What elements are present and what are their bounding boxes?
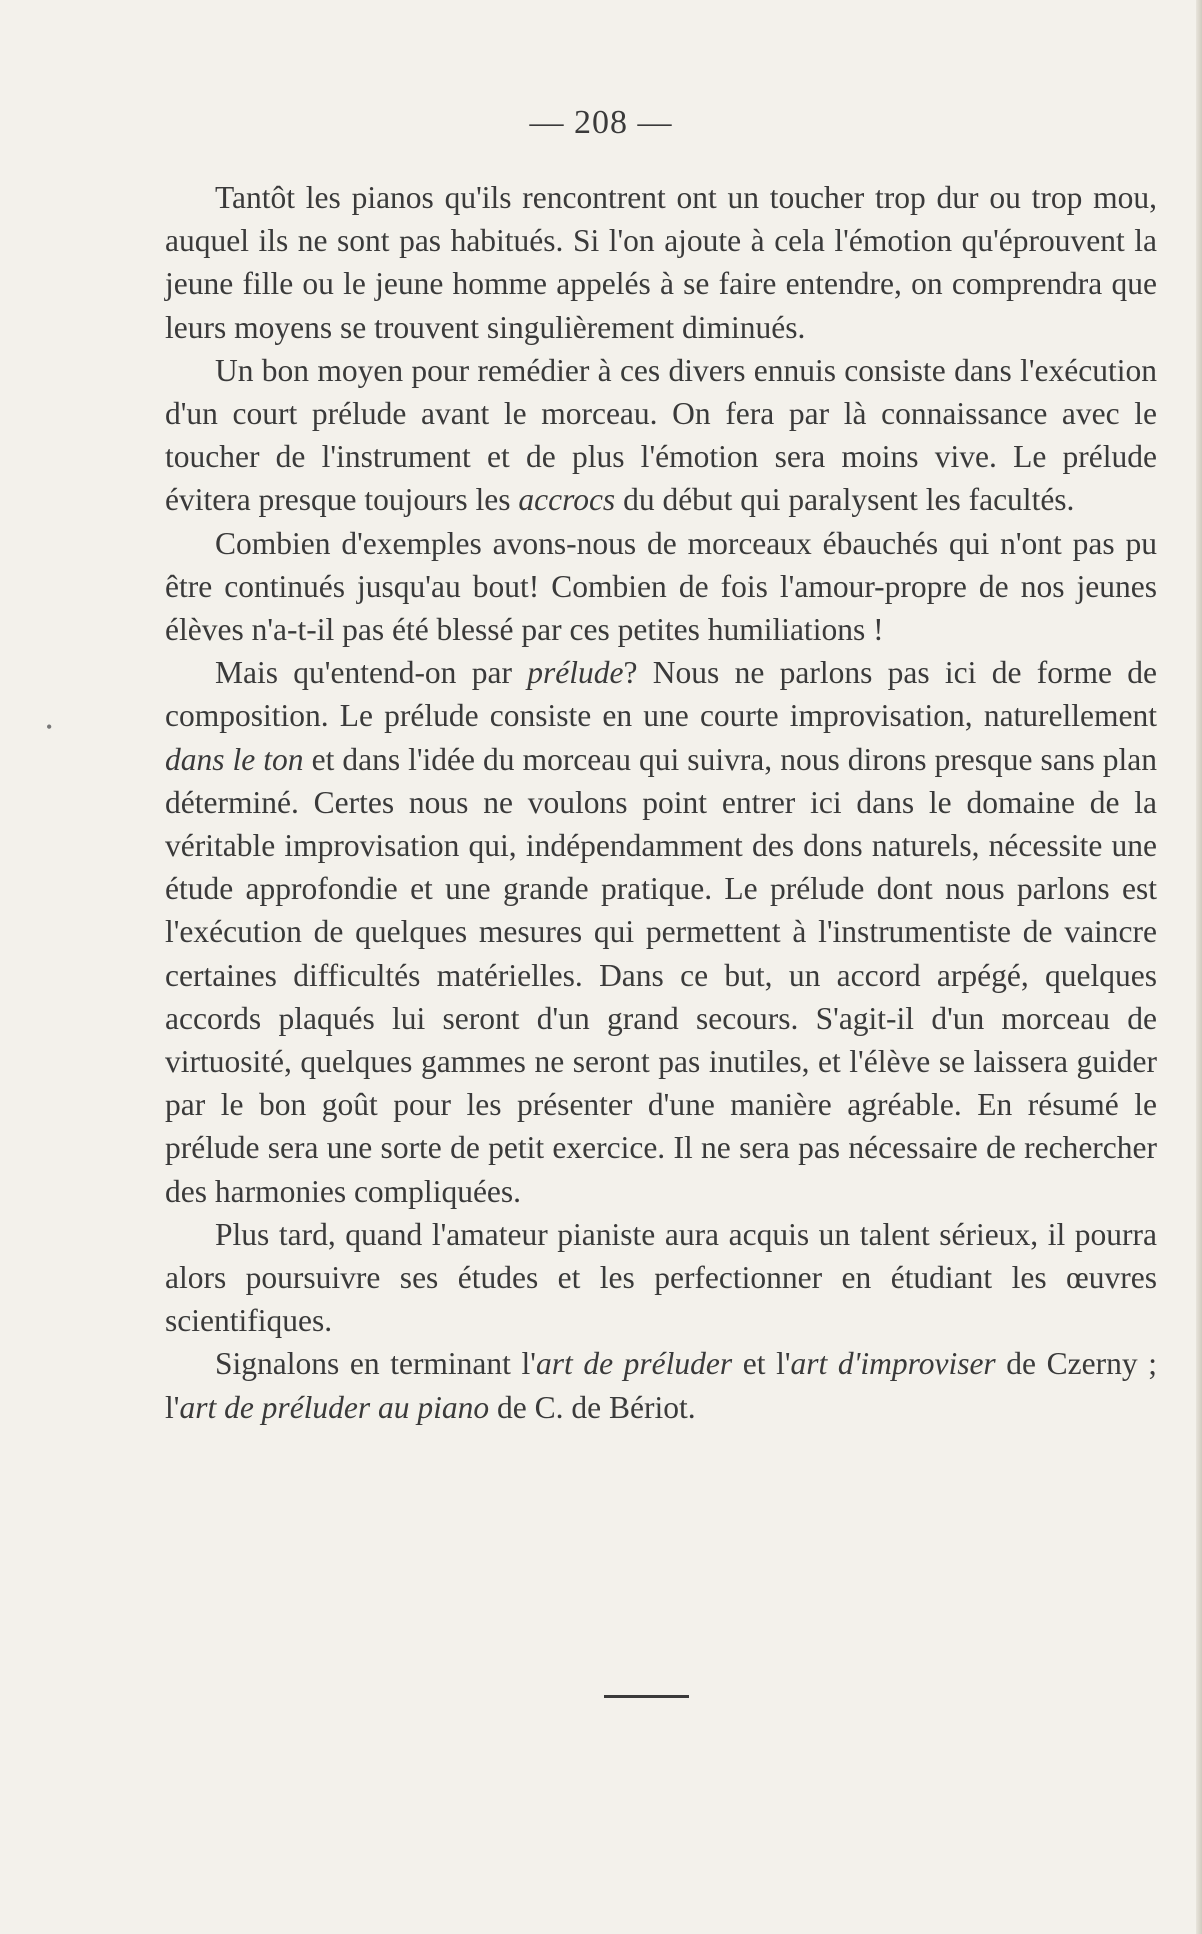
text-run: Combien d'exemples avons-nous de morceaux ébauchés qui n'ont pas pu être continués jusqu'au bout! Combien de fois l'amour-propre de nos jeunes élèves n'a-t-il pas été blessé par ces petites humiliations ! [165,525,1157,648]
text-run: de Czerny ; l' [165,1346,1157,1425]
text-run: du début qui paralysent les facultés. [615,482,1075,518]
text-run: Mais qu'entend-on par [215,655,528,691]
paragraph [165,522,1157,652]
closing-rule [604,1695,689,1698]
italic-text: accrocs [518,482,616,518]
text-run: Plus tard, quand l'amateur pianiste aura acquis un talent sérieux, il pourra alors poursuivre ses études et les perfectionner en étudiant les œuvres scientifiques. [165,1216,1157,1339]
italic-text: art de préluder [535,1346,733,1382]
italic-text: dans le ton [165,741,304,777]
italic-text: art d'improviser [790,1346,996,1382]
text-run: Tantôt les pianos qu'ils rencontrent ont un toucher trop dur ou trop mou, auquel ils ne sont pas habitués. Si l'on ajoute à cela l'émotion qu'éprouvent la jeune fille ou le jeune homme appelés à se faire entendre, on comprendra que leurs moyens se trouvent singulièrement diminués. [165,180,1157,345]
text-run: Signalons en terminant l' [215,1346,536,1382]
page-number: — 208 — [529,104,673,141]
body-text [165,176,1157,1429]
text-run: et dans l'idée du morceau qui suivra, nous dirons presque sans plan déterminé. Certes nous ne voulons point entrer ici dans le domaine de la véritable improvisation qui, indépendamment des dons naturels, nécessite une étude approfondie et une grande pratique. Le prélude dont nous parlons est l'exécution de quelques mesures qui permettent à l'instrumentiste de vaincre certaines difficultés matérielles. Dans ce but, un accord arpégé, quelques accords plaqués lui seront d'un grand secours. S'agit-il d'un morceau de virtuosité, quelques gammes ne seront pas inutiles, et l'élève se laissera guider par le bon goût pour les présenter d'une manière agréable. En résumé le prélude sera une sorte de petit exercice. Il ne sera pas nécessaire de rechercher des harmonies compliquées. [165,741,1158,1209]
page-edge [1196,0,1202,1934]
paragraph [165,349,1157,522]
text-run: de C. de Bériot. [489,1389,696,1425]
paragraph [165,1213,1157,1343]
paragraph [165,651,1157,1213]
italic-text: art de préluder au piano [179,1389,490,1425]
text-run: Un bon moyen pour remédier à ces divers ennuis consiste dans l'exécution d'un court prélude avant le morceau. On fera par là connaissance avec le toucher de l'instrument et de plus l'émotion sera moins vive. Le prélude évitera presque toujours les [165,352,1157,518]
margin-mark: • [46,717,53,737]
italic-text: prélude [527,655,624,691]
paragraph [165,1342,1157,1428]
paragraph [165,176,1157,349]
text-run: ? Nous ne parlons pas ici de forme de composition. Le prélude consiste en une courte improvisation, naturellement [165,655,1157,734]
text-run: et l' [732,1346,791,1382]
